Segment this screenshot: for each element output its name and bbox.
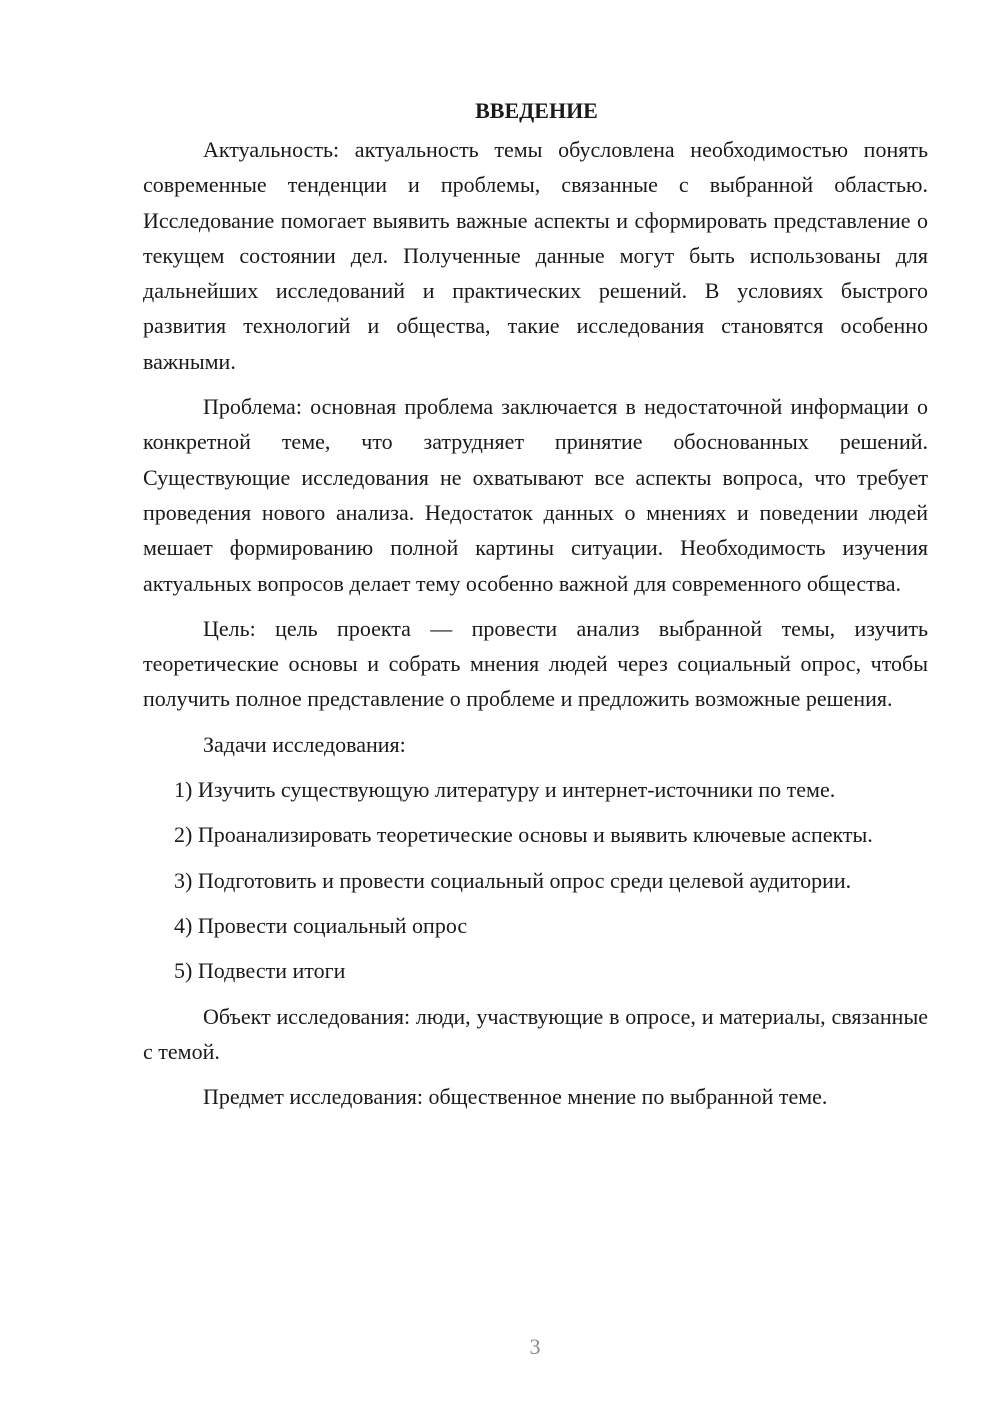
task-item-5: 5) Подвести итоги [174, 958, 346, 984]
task-item-3: 3) Подготовить и провести социальный опрос среди целевой аудитории. [174, 867, 852, 893]
relevance-paragraph: Актуальность: актуальность темы обусловлена необходимостью понять современные тенденции и проблемы, связанные с выбранной областью. Исследование помогает выявить важные аспекты и сформировать представление о текущем состоянии дел. Полученные данные могут быть использованы для дальнейших исследований и практических решений. В условиях быстрого развития технологий и общества, такие исследования становятся особенно важными. [143, 137, 928, 374]
goal-paragraph: Цель: цель проекта — провести анализ выбранной темы, изучить теоретические основы и собрать мнения людей через социальный опрос, чтобы получить полное представление о проблеме и предложить возможные решения. [143, 615, 928, 712]
problem-paragraph: Проблема: основная проблема заключается в недостаточной информации о конкретной теме, что затрудняет принятие обоснованных решений. Существующие исследования не охватывают все аспекты вопроса, что требует проведения нового анализа. Недостаток данных о мнениях и поведении людей мешает формированию полной картины ситуации. Необходимость изучения актуальных вопросов делает тему особенно важной для современного общества. [143, 394, 928, 596]
tasks-heading: Задачи исследования: [203, 731, 406, 757]
section-title: ВВЕДЕНИЕ [475, 98, 598, 123]
task-item-2: 2) Проанализировать теоретические основы и выявить ключевые аспекты. [174, 822, 873, 848]
subject-paragraph: Предмет исследования: общественное мнение по выбранной теме. [203, 1084, 828, 1110]
task-item-1: 1) Изучить существующую литературу и интернет-источники по теме. [174, 777, 836, 803]
task-item-4: 4) Провести социальный опрос [174, 912, 468, 938]
object-paragraph: Объект исследования: люди, участвующие в опросе, и материалы, связанные с темой. [143, 1003, 928, 1064]
page-content [143, 96, 928, 1114]
page-number: 3 [529, 1334, 541, 1359]
